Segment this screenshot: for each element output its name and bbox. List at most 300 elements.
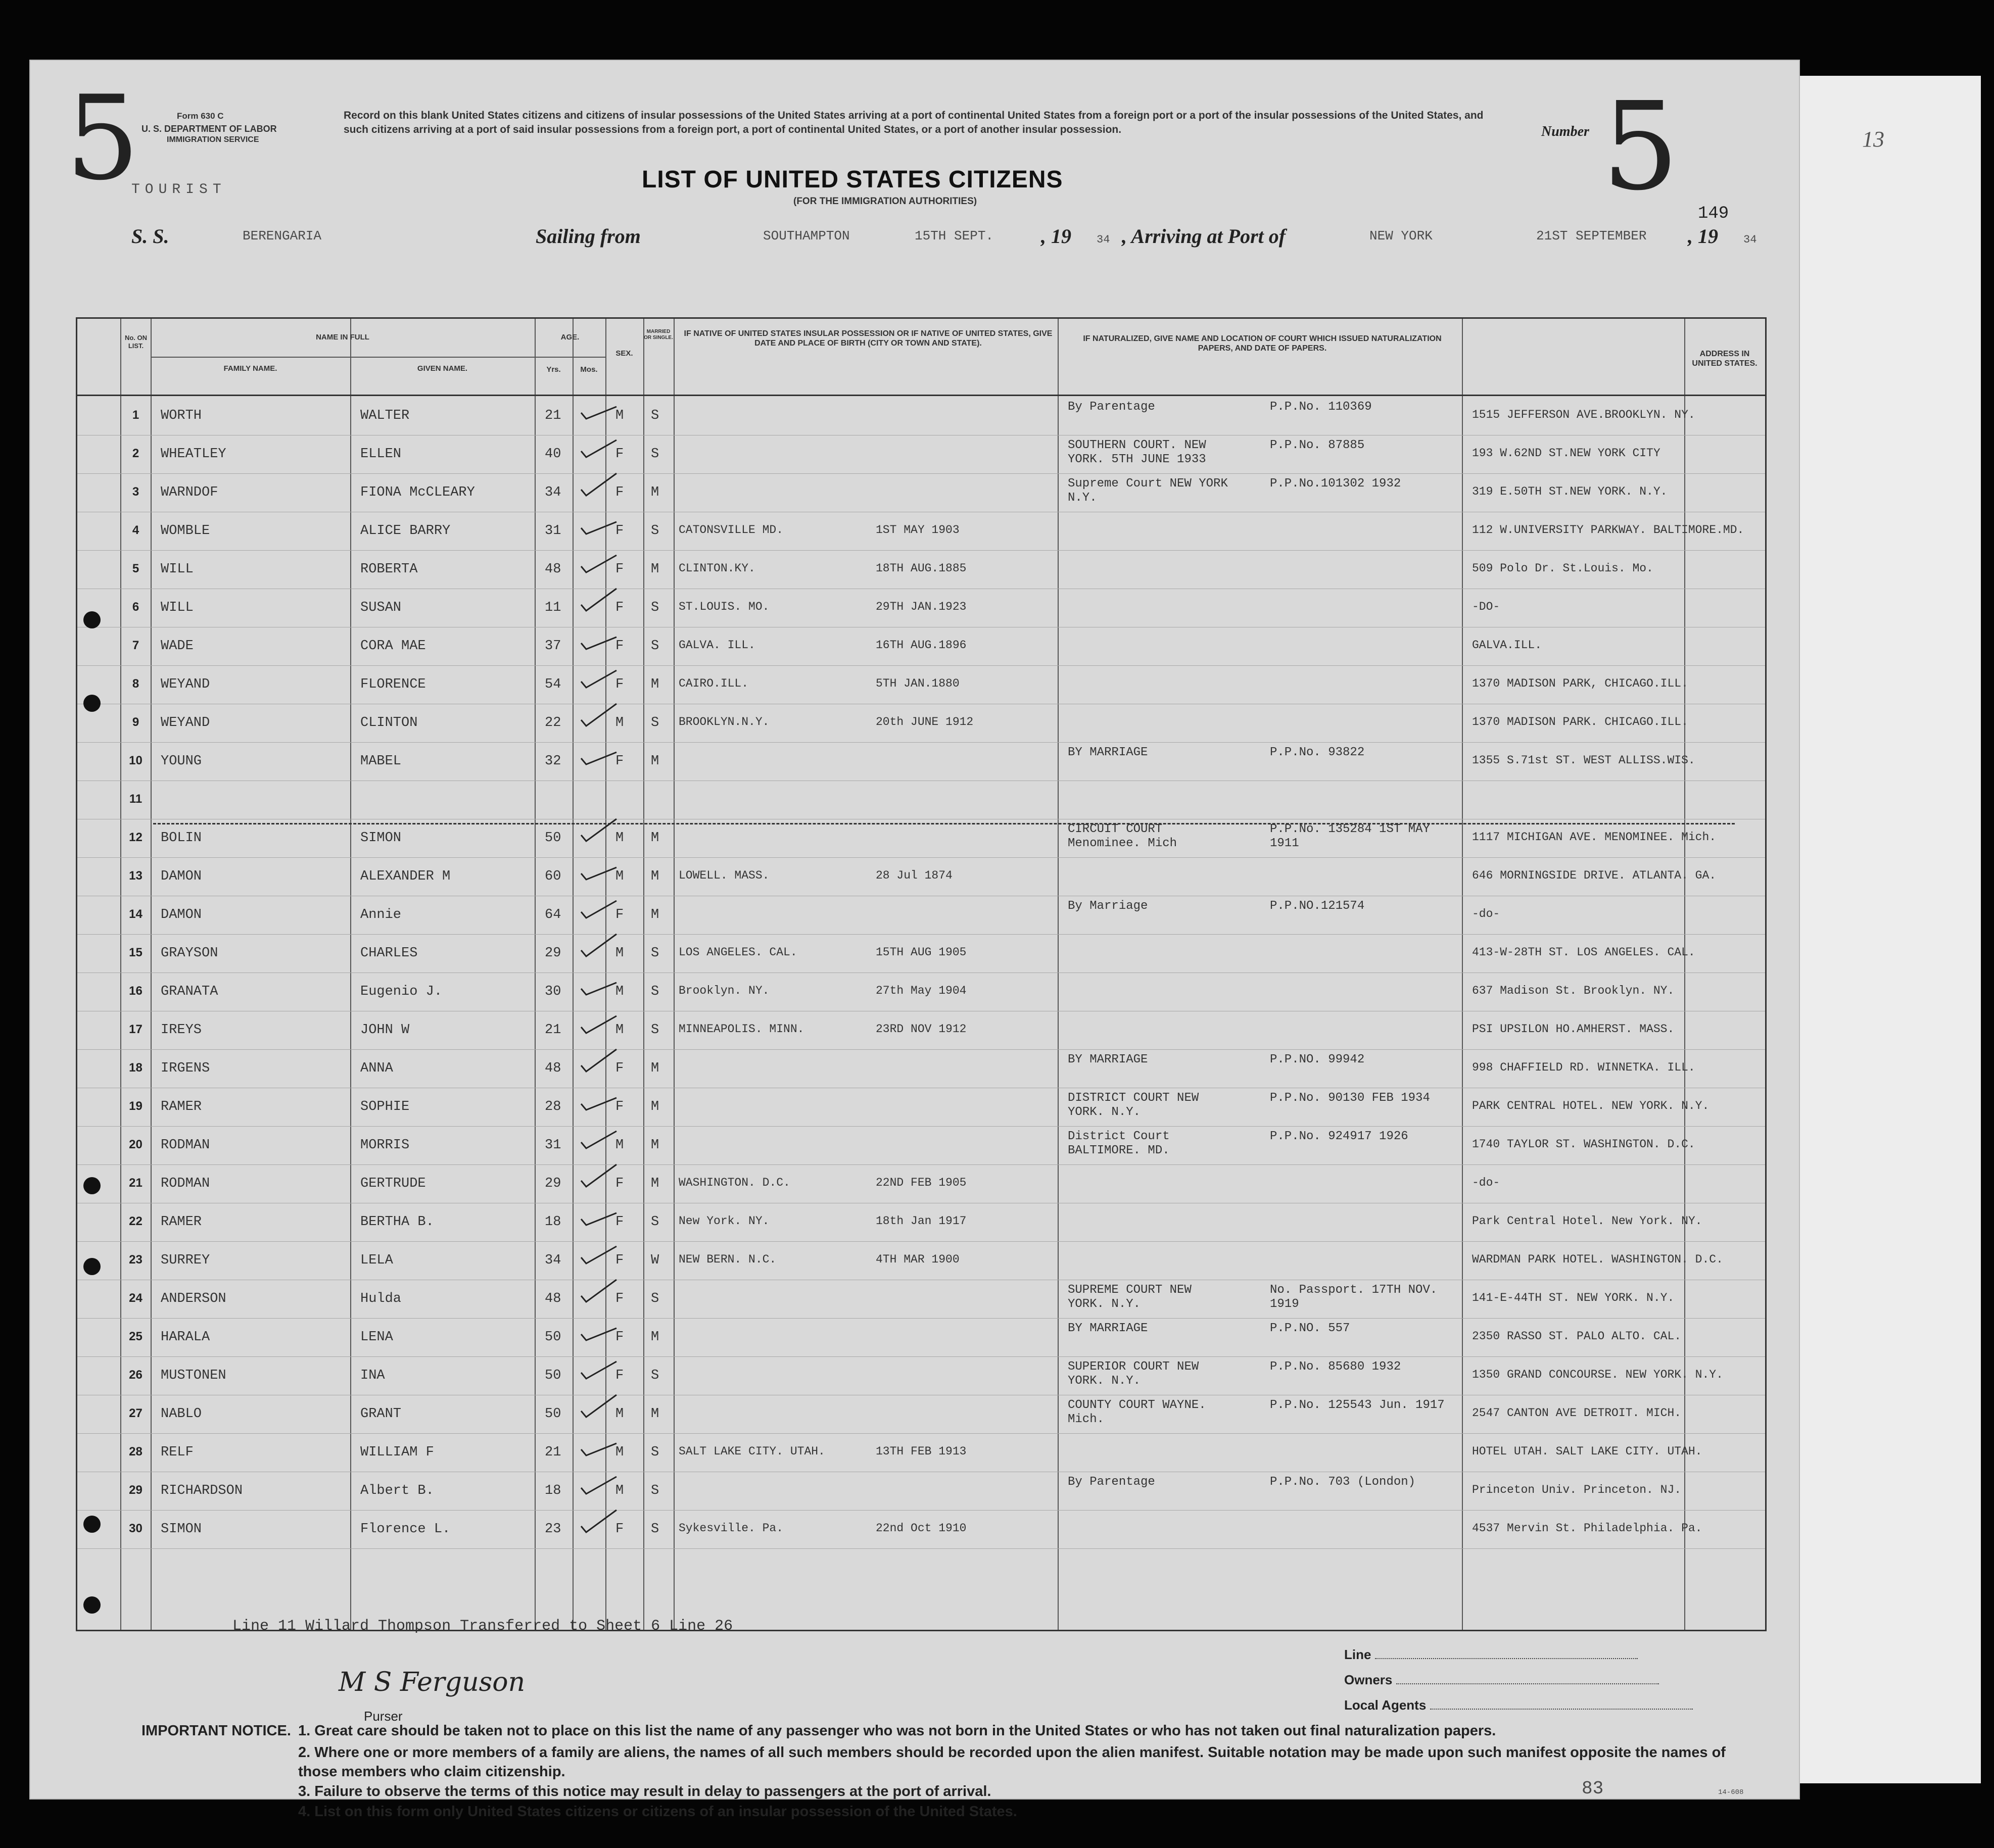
cell-nat-court: DISTRICT COURT NEW YORK. N.Y. (1068, 1091, 1199, 1119)
cell-sex: F (615, 600, 624, 615)
voyage-line (131, 221, 1774, 252)
table-row (77, 1203, 1765, 1242)
cell-address: GALVA.ILL. (1472, 639, 1542, 652)
cell-nat-papers: No. Passport. 17TH NOV. 1919 (1270, 1283, 1438, 1311)
cell-sex: F (615, 677, 624, 692)
cell-birth-date: 18th Jan 1917 (876, 1214, 967, 1228)
cell-sex: F (615, 1176, 624, 1191)
cell-no: 28 (129, 1445, 143, 1458)
cell-birth-place: MINNEAPOLIS. MINN. (679, 1023, 804, 1036)
line-field (1344, 1647, 1638, 1663)
cell-given: CHARLES (360, 946, 418, 961)
cell-family: IRGENS (161, 1061, 210, 1076)
cell-no: 2 (132, 447, 139, 460)
cell-ms: S (651, 1483, 659, 1498)
cell-no: 23 (129, 1253, 143, 1267)
cell-no: 27 (129, 1406, 143, 1420)
cell-given: SUSAN (360, 600, 402, 615)
cell-nat-papers: P.P.No. 125543 Jun. 1917 (1270, 1398, 1445, 1412)
cell-yrs: 50 (545, 1330, 561, 1345)
cell-ms: W (651, 1253, 659, 1268)
cell-sex: F (615, 907, 624, 922)
table-row (77, 1088, 1765, 1127)
cell-address: -do- (1472, 907, 1500, 920)
table-row (77, 1511, 1765, 1549)
class-stamp: TOURIST (131, 182, 226, 198)
cell-no: 19 (129, 1099, 143, 1113)
cell-address: 637 Madison St. Brooklyn. NY. (1472, 984, 1675, 997)
cell-sex: M (615, 1406, 624, 1422)
notice-title: IMPORTANT NOTICE. (141, 1723, 291, 1739)
cell-given: GRANT (360, 1406, 402, 1422)
cell-sex: F (615, 754, 624, 769)
purser-label: Purser (364, 1709, 403, 1724)
page-number: 83 (1582, 1778, 1604, 1799)
cell-address: 646 MORNINGSIDE DRIVE. ATLANTA. GA. (1472, 869, 1717, 882)
col-address: ADDRESS IN UNITED STATES. (1692, 350, 1758, 368)
cell-family: WORTH (161, 408, 202, 423)
ship-name: BERENGARIA (243, 228, 322, 244)
cell-sex: F (615, 1253, 624, 1268)
cell-family: MUSTONEN (161, 1368, 226, 1383)
cell-family: BOLIN (161, 831, 202, 846)
cell-address: 998 CHAFFIELD RD. WINNETKA. ILL. (1472, 1061, 1695, 1074)
corner-number: 5 (66, 71, 140, 206)
cell-sex: F (615, 1061, 624, 1076)
cell-ms: M (651, 831, 659, 846)
cell-yrs: 29 (545, 1176, 561, 1191)
cell-nat-court: COUNTY COURT WAYNE. Mich. (1068, 1398, 1206, 1426)
table-row (77, 435, 1765, 474)
cell-ms: S (651, 984, 659, 999)
cell-address: 1350 GRAND CONCOURSE. NEW YORK. N.Y. (1472, 1368, 1723, 1381)
col-no: No. ON LIST. (124, 334, 148, 350)
cell-address: 1370 MADISON PARK, CHICAGO.ILL. (1472, 677, 1688, 690)
cell-given: ANNA (360, 1061, 393, 1076)
cell-birth-date: 28 Jul 1874 (876, 869, 953, 882)
arrival-port: NEW YORK (1369, 228, 1433, 244)
cell-no: 29 (129, 1483, 143, 1497)
binder-hole (83, 1596, 101, 1614)
cell-ms: M (651, 677, 659, 692)
cell-no: 16 (129, 984, 143, 998)
sailing-port: SOUTHAMPTON (763, 228, 850, 244)
col-given-name: GIVEN NAME. (417, 364, 468, 373)
cell-yrs: 21 (545, 1445, 561, 1460)
cell-ms: M (651, 1176, 659, 1191)
table-row (77, 589, 1765, 627)
cell-given: MORRIS (360, 1138, 410, 1153)
table-row (77, 1395, 1765, 1434)
cell-birth-date: 4TH MAR 1900 (876, 1253, 960, 1266)
cell-nat-papers: P.P.No. 87885 (1270, 439, 1365, 452)
cell-family: RODMAN (161, 1176, 210, 1191)
cell-no: 22 (129, 1214, 143, 1228)
cell-nat-court: CIRCUIT COURT Menominee. Mich (1068, 822, 1177, 850)
margin-mark: 13 (1862, 127, 1884, 152)
cell-no: 9 (132, 715, 139, 729)
cell-birth-date: 5TH JAN.1880 (876, 677, 960, 690)
table-row (77, 397, 1765, 435)
year-prefix-2: , 19 (1688, 225, 1718, 248)
cell-given: ROBERTA (360, 562, 418, 577)
form-number: Form 630 C (177, 111, 224, 121)
owners-label: Owners (1344, 1672, 1393, 1687)
cell-nat-court: BY MARRIAGE (1068, 1322, 1148, 1335)
cell-birth-date: 22ND FEB 1905 (876, 1176, 967, 1189)
cell-given: FLORENCE (360, 677, 426, 692)
cell-ms: S (651, 946, 659, 961)
cell-address: 1355 S.71st ST. WEST ALLISS.WIS. (1472, 754, 1695, 767)
table-row (77, 1242, 1765, 1280)
cell-birth-date: 13TH FEB 1913 (876, 1445, 967, 1458)
table-row (77, 1011, 1765, 1050)
cell-yrs: 28 (545, 1099, 561, 1114)
table-row (77, 1165, 1765, 1203)
service: IMMIGRATION SERVICE (167, 135, 259, 144)
cell-given: MABEL (360, 754, 402, 769)
cell-birth-date: 15TH AUG 1905 (876, 946, 967, 959)
number-value: 5 (1602, 76, 1679, 217)
cell-no: 30 (129, 1522, 143, 1535)
col-name-in-full: NAME IN FULL (316, 333, 369, 342)
cell-given: Albert B. (360, 1483, 434, 1498)
cell-birth-place: WASHINGTON. D.C. (679, 1176, 790, 1189)
purser-signature: M S Ferguson (339, 1667, 526, 1697)
binder-hole (83, 1177, 101, 1194)
sheet-number: 149 (1698, 204, 1729, 223)
cell-yrs: 30 (545, 984, 561, 999)
table-row (77, 781, 1765, 819)
manifest-page (29, 60, 1800, 1820)
cell-family: WEYAND (161, 715, 210, 731)
binder-hole (83, 695, 101, 712)
cell-birth-place: CLINTON.KY. (679, 562, 755, 575)
cell-yrs: 50 (545, 1368, 561, 1383)
year-prefix-1: , 19 (1041, 225, 1071, 248)
cell-address: 1370 MADISON PARK. CHICAGO.ILL. (1472, 715, 1688, 728)
arrival-date: 21ST SEPTEMBER (1536, 228, 1647, 244)
cell-yrs: 21 (545, 1023, 561, 1038)
cell-family: YOUNG (161, 754, 202, 769)
cell-address: 1740 TAYLOR ST. WASHINGTON. D.C. (1472, 1138, 1695, 1151)
cell-ms: M (651, 1406, 659, 1422)
cell-nat-court: SUPREME COURT NEW YORK. N.Y. (1068, 1283, 1192, 1311)
cell-yrs: 54 (545, 677, 561, 692)
cell-family: DAMON (161, 869, 202, 884)
cell-given: SOPHIE (360, 1099, 410, 1114)
page-subtitle: (FOR THE IMMIGRATION AUTHORITIES) (793, 196, 977, 207)
cell-address: Princeton Univ. Princeton. NJ. (1472, 1483, 1682, 1496)
binder-hole (83, 1516, 101, 1533)
cell-family: DAMON (161, 907, 202, 922)
cancel-line-row-11 (153, 823, 1735, 824)
agents-field (1344, 1697, 1693, 1713)
table-row (77, 819, 1765, 858)
cell-given: GERTRUDE (360, 1176, 426, 1191)
cell-birth-date: 16TH AUG.1896 (876, 639, 967, 652)
cell-address: 4537 Mervin St. Philadelphia. Pa. (1472, 1522, 1702, 1535)
cell-address: Park Central Hotel. New York. NY. (1472, 1214, 1702, 1228)
cell-yrs: 29 (545, 946, 561, 961)
cell-sex: F (615, 1522, 624, 1537)
table-row (77, 973, 1765, 1011)
notice-2: 2. Where one or more members of a family are aliens, the names of all such members should be recorded upon the alien manifest. Suitable notation may be made upon such manifest opposite the names of those members who claim citizenship. (298, 1744, 1726, 1780)
cell-birth-place: GALVA. ILL. (679, 639, 755, 652)
col-native: IF NATIVE OF UNITED STATES INSULAR POSSESSION OR IF NATIVE OF UNITED STATES, GIVE DATE AND PLACE OF BIRTH (CITY OR TOWN AND STATE). (684, 329, 1053, 348)
cell-ms: M (651, 485, 659, 500)
col-married: MARRIED OR SINGLE. (644, 329, 673, 341)
cell-nat-court: BY MARRIAGE (1068, 746, 1148, 759)
cell-sex: F (615, 1099, 624, 1114)
owners-field (1344, 1672, 1659, 1688)
cell-no: 21 (129, 1176, 143, 1190)
table-row (77, 666, 1765, 704)
cell-yrs: 18 (545, 1483, 561, 1498)
cell-address: -do- (1472, 1176, 1500, 1189)
cell-nat-court: SOUTHERN COURT. NEW YORK. 5TH JUNE 1933 (1068, 439, 1206, 466)
cell-nat-court: By Parentage (1068, 400, 1155, 414)
cell-nat-papers: P.P.No. 703 (London) (1270, 1475, 1416, 1489)
cell-family: WADE (161, 639, 194, 654)
table-row (77, 1280, 1765, 1319)
cell-family: RODMAN (161, 1138, 210, 1153)
agents-label: Local Agents (1344, 1697, 1427, 1713)
cell-birth-place: BROOKLYN.N.Y. (679, 715, 770, 728)
cell-yrs: 64 (545, 907, 561, 922)
cell-nat-papers: P.P.No. 85680 1932 (1270, 1360, 1401, 1374)
cell-family: GRAYSON (161, 946, 218, 961)
cell-family: ANDERSON (161, 1291, 226, 1306)
cell-address: 1117 MICHIGAN AVE. MENOMINEE. Mich. (1472, 831, 1717, 844)
cell-sex: M (615, 1138, 624, 1153)
number-label: Number (1541, 124, 1589, 139)
cell-given: Hulda (360, 1291, 402, 1306)
cell-given: WALTER (360, 408, 410, 423)
table-row (77, 551, 1765, 589)
cell-nat-court: By Parentage (1068, 1475, 1155, 1489)
cell-birth-place: Sykesville. Pa. (679, 1522, 784, 1535)
cell-family: HARALA (161, 1330, 210, 1345)
cell-ms: M (651, 754, 659, 769)
cell-given: FIONA McCLEARY (360, 485, 475, 500)
cell-birth-place: CATONSVILLE MD. (679, 523, 784, 537)
cell-yrs: 32 (545, 754, 561, 769)
cell-no: 26 (129, 1368, 143, 1382)
cell-birth-date: 29TH JAN.1923 (876, 600, 967, 613)
cell-birth-date: 18TH AUG.1885 (876, 562, 967, 575)
page-title: LIST OF UNITED STATES CITIZENS (642, 166, 1063, 193)
cell-no: 14 (129, 907, 143, 921)
cell-birth-place: CAIRO.ILL. (679, 677, 749, 690)
record-instructions: Record on this blank United States citizens and citizens of insular possessions of the United States arriving at a port of continental United States from a foreign port or a port of the insular possessions of the United States, and such citizens arriving at a port of said insular possessions from a foreign port, a port of continental United States, or a port of another insular possession. (344, 110, 1484, 135)
cell-family: WEYAND (161, 677, 210, 692)
sailing-label: Sailing from (536, 225, 641, 248)
table-row (77, 896, 1765, 935)
cell-ms: M (651, 1099, 659, 1114)
cell-given: ALICE BARRY (360, 523, 451, 539)
cell-no: 8 (132, 677, 139, 691)
cell-address: -DO- (1472, 600, 1500, 613)
cell-sex: F (615, 447, 624, 462)
cell-sex: M (615, 408, 624, 423)
cell-address: 2350 RASSO ST. PALO ALTO. CAL. (1472, 1330, 1682, 1343)
binder-hole (83, 1258, 101, 1275)
cell-yrs: 21 (545, 408, 561, 423)
table-row (77, 1472, 1765, 1511)
notice-4: 4. List on this form only United States citizens or citizens of an insular possession of the United States. (298, 1804, 1017, 1820)
cell-nat-papers: P.P.No. 90130 FEB 1934 (1270, 1091, 1430, 1105)
cell-no: 3 (132, 485, 139, 499)
notice-1: 1. Great care should be taken not to place on this list the name of any passenger who was not born in the United States or who has not taken out final naturalization papers. (298, 1723, 1496, 1739)
cell-ms: S (651, 1522, 659, 1537)
cell-ms: S (651, 447, 659, 462)
cell-yrs: 60 (545, 869, 561, 884)
cell-sex: M (615, 1483, 624, 1498)
cell-sex: M (615, 869, 624, 884)
table-row (77, 1434, 1765, 1472)
cell-birth-place: LOS ANGELES. CAL. (679, 946, 797, 959)
cell-given: BERTHA B. (360, 1214, 434, 1230)
cell-ms: M (651, 1330, 659, 1345)
table-row (77, 704, 1765, 743)
cell-sex: F (615, 1368, 624, 1383)
cell-family: SURREY (161, 1253, 210, 1268)
cell-family: WHEATLEY (161, 447, 226, 462)
cell-sex: F (615, 1291, 624, 1306)
table-row (77, 512, 1765, 551)
department: U. S. DEPARTMENT OF LABOR (141, 124, 277, 134)
cell-ms: M (651, 562, 659, 577)
cell-ms: M (651, 907, 659, 922)
cell-family: RELF (161, 1445, 194, 1460)
cell-given: Florence L. (360, 1522, 451, 1537)
cell-no: 11 (129, 792, 143, 806)
cell-family: WILL (161, 600, 194, 615)
cell-address: 2547 CANTON AVE DETROIT. MICH. (1472, 1406, 1682, 1420)
cell-no: 7 (132, 639, 139, 652)
cell-yrs: 34 (545, 485, 561, 500)
cell-sex: M (615, 984, 624, 999)
col-sex: SEX. (615, 349, 633, 358)
cell-birth-date: 22nd Oct 1910 (876, 1522, 967, 1535)
cell-nat-court: District Court BALTIMORE. MD. (1068, 1130, 1170, 1157)
cell-address: 141-E-44TH ST. NEW YORK. N.Y. (1472, 1291, 1675, 1304)
table-row (77, 474, 1765, 512)
cell-ms: S (651, 1445, 659, 1460)
cell-yrs: 23 (545, 1522, 561, 1537)
cell-sex: F (615, 485, 624, 500)
table-row (77, 1319, 1765, 1357)
cell-ms: S (651, 715, 659, 731)
cell-sex: M (615, 831, 624, 846)
cell-family: RAMER (161, 1099, 202, 1114)
cell-ms: M (651, 1061, 659, 1076)
cell-sex: F (615, 639, 624, 654)
cell-yrs: 18 (545, 1214, 561, 1230)
cell-no: 5 (132, 562, 139, 575)
cell-sex: F (615, 1214, 624, 1230)
cell-no: 18 (129, 1061, 143, 1075)
cell-given: CLINTON (360, 715, 418, 731)
cell-yrs: 31 (545, 1138, 561, 1153)
cell-address: 112 W.UNIVERSITY PARKWAY. BALTIMORE.MD. (1472, 523, 1744, 537)
cell-nat-papers: P.P.No.101302 1932 (1270, 477, 1401, 491)
table-row (77, 743, 1765, 781)
cell-family: WARNDOF (161, 485, 218, 500)
cell-no: 10 (129, 754, 143, 767)
cell-family: GRANATA (161, 984, 218, 999)
cell-yrs: 31 (545, 523, 561, 539)
arrival-year: 34 (1743, 233, 1757, 246)
cell-address: 509 Polo Dr. St.Louis. Mo. (1472, 562, 1653, 575)
cell-ms: S (651, 1023, 659, 1038)
cell-yrs: 37 (545, 639, 561, 654)
table-row (77, 1127, 1765, 1165)
cell-address: 1515 JEFFERSON AVE.BROOKLYN. NY. (1472, 408, 1695, 421)
col-family-name: FAMILY NAME. (223, 364, 277, 373)
transfer-note: Line 11 Willard Thompson Transferred to Sheet 6 Line 26 (232, 1618, 733, 1635)
cell-address: PARK CENTRAL HOTEL. NEW YORK. N.Y. (1472, 1099, 1710, 1112)
cell-birth-place: LOWELL. MASS. (679, 869, 770, 882)
cell-sex: M (615, 1023, 624, 1038)
col-yrs: Yrs. (546, 365, 561, 374)
cell-nat-papers: P.P.NO. 557 (1270, 1322, 1350, 1335)
cell-no: 25 (129, 1330, 143, 1343)
cell-yrs: 48 (545, 1061, 561, 1076)
cell-given: Annie (360, 907, 402, 922)
cell-ms: M (651, 869, 659, 884)
cell-no: 20 (129, 1138, 143, 1151)
ss-label: S. S. (131, 225, 169, 248)
cell-no: 12 (129, 831, 143, 844)
cell-ms: S (651, 408, 659, 423)
cell-yrs: 48 (545, 1291, 561, 1306)
cell-birth-place: SALT LAKE CITY. UTAH. (679, 1445, 825, 1458)
table-row (77, 1357, 1765, 1395)
sailing-year: 34 (1097, 233, 1110, 246)
cell-ms: S (651, 639, 659, 654)
col-age: AGE. (560, 333, 580, 342)
cell-sex: M (615, 715, 624, 731)
cell-birth-date: 20th JUNE 1912 (876, 715, 974, 728)
cell-yrs: 11 (545, 600, 561, 615)
cell-no: 4 (132, 523, 139, 537)
cell-sex: M (615, 1445, 624, 1460)
cell-sex: M (615, 946, 624, 961)
cell-family: RICHARDSON (161, 1483, 243, 1498)
cell-yrs: 50 (545, 831, 561, 846)
binder-hole (83, 611, 101, 628)
cell-ms: S (651, 600, 659, 615)
cell-ms: S (651, 1214, 659, 1230)
cell-birth-date: 27th May 1904 (876, 984, 967, 997)
table-row (77, 627, 1765, 666)
cell-nat-papers: P.P.No. 93822 (1270, 746, 1365, 759)
cell-given: ALEXANDER M (360, 869, 451, 884)
cell-given: LELA (360, 1253, 393, 1268)
cell-family: SIMON (161, 1522, 202, 1537)
cell-given: LENA (360, 1330, 393, 1345)
cell-ms: S (651, 523, 659, 539)
notice-3: 3. Failure to observe the terms of this notice may result in delay to passengers at the port of arrival. (298, 1783, 991, 1800)
cell-ms: M (651, 1138, 659, 1153)
cell-nat-court: Supreme Court NEW YORK N.Y. (1068, 477, 1228, 505)
cell-birth-place: ST.LOUIS. MO. (679, 600, 770, 613)
cell-given: ELLEN (360, 447, 402, 462)
cell-yrs: 48 (545, 562, 561, 577)
cell-given: JOHN W (360, 1023, 410, 1038)
